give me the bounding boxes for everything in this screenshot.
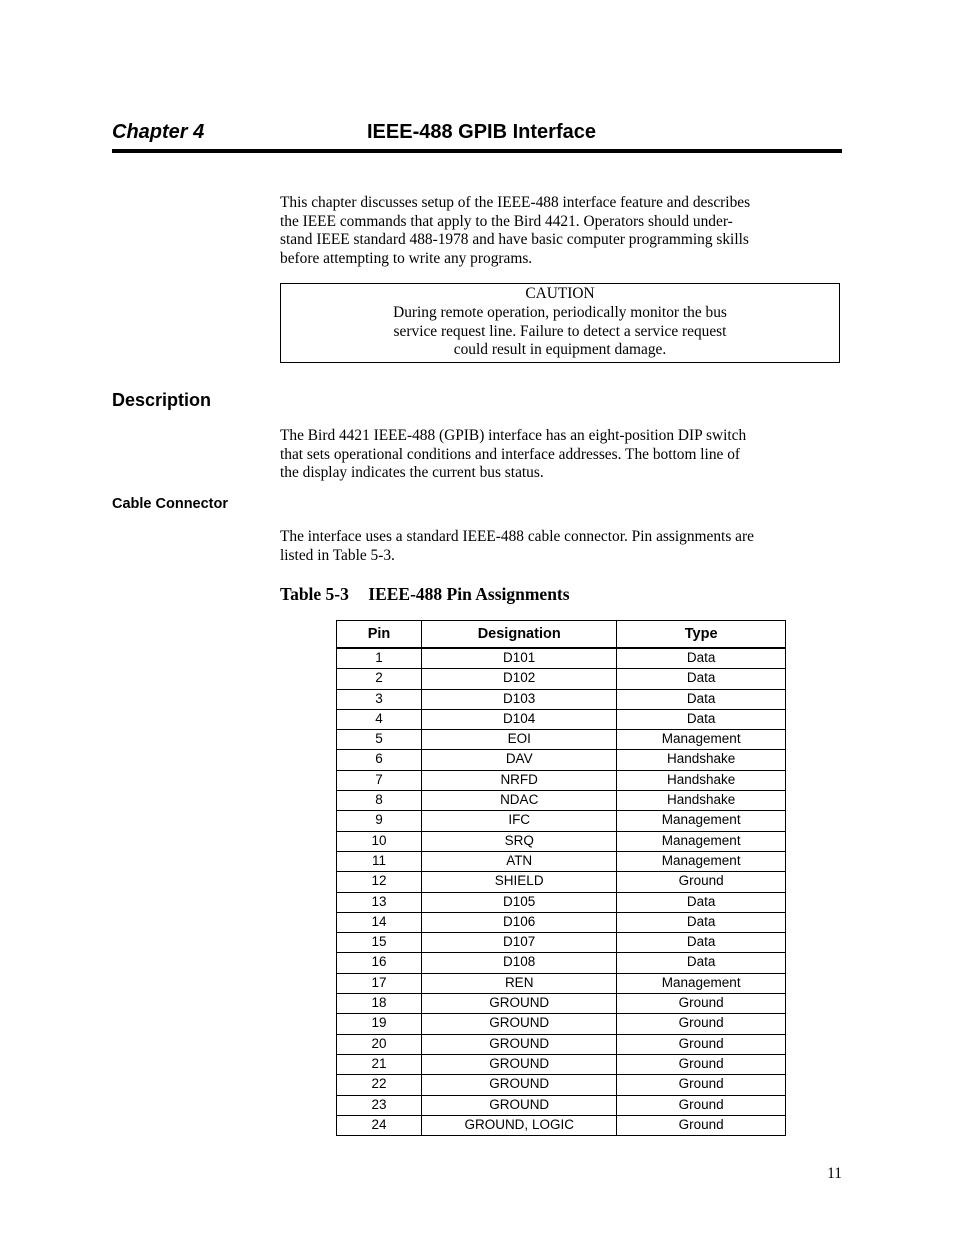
designation-cell: GROUND xyxy=(422,1054,617,1074)
designation-cell: SHIELD xyxy=(422,872,617,892)
table-row xyxy=(337,811,786,831)
type-cell: Handshake xyxy=(617,750,786,770)
designation-cell: EOI xyxy=(422,730,617,750)
type-cell: Management xyxy=(617,730,786,750)
header-pin: Pin xyxy=(337,621,422,649)
pin-cell: 6 xyxy=(337,750,422,770)
cable-connector-line: The interface uses a standard IEEE-488 cable connector. Pin assignments are xyxy=(280,528,754,545)
designation-cell: D102 xyxy=(422,669,617,689)
table-header-row xyxy=(337,621,786,649)
table-row xyxy=(337,689,786,709)
designation-cell: GROUND, LOGIC xyxy=(422,1115,617,1135)
description-paragraph xyxy=(280,427,842,483)
designation-cell: GROUND xyxy=(422,994,617,1014)
designation-cell: ATN xyxy=(422,851,617,871)
table-row xyxy=(337,892,786,912)
chapter-rule xyxy=(112,149,842,153)
type-cell: Ground xyxy=(617,1034,786,1054)
intro-line: the IEEE commands that apply to the Bird 4421. Operators should under- xyxy=(280,212,733,230)
type-cell: Ground xyxy=(617,1095,786,1115)
type-cell: Ground xyxy=(617,872,786,892)
designation-cell: D107 xyxy=(422,933,617,953)
pin-cell: 15 xyxy=(337,933,422,953)
type-cell: Data xyxy=(617,912,786,932)
pin-cell: 9 xyxy=(337,811,422,831)
pin-cell: 22 xyxy=(337,1075,422,1095)
table-row xyxy=(337,1095,786,1115)
table-caption xyxy=(280,583,570,605)
pin-cell: 19 xyxy=(337,1014,422,1034)
table-row xyxy=(337,973,786,993)
caution-title: CAUTION xyxy=(525,285,595,302)
intro-line: This chapter discusses setup of the IEEE-488 interface feature and describes xyxy=(280,194,751,211)
cable-connector-paragraph xyxy=(280,528,842,565)
pin-cell: 10 xyxy=(337,831,422,851)
pin-assignments-table xyxy=(336,620,786,1136)
table-row xyxy=(337,872,786,892)
table-row xyxy=(337,953,786,973)
designation-cell: D108 xyxy=(422,953,617,973)
cable-connector-heading: Cable Connector xyxy=(112,496,229,512)
intro-line: stand IEEE standard 488-1978 and have basic computer programming skills xyxy=(280,231,749,249)
table-row xyxy=(337,1115,786,1135)
designation-cell: SRQ xyxy=(422,831,617,851)
pin-cell: 18 xyxy=(337,994,422,1014)
type-cell: Ground xyxy=(617,1014,786,1034)
table-row xyxy=(337,1075,786,1095)
pin-cell: 20 xyxy=(337,1034,422,1054)
chapter-label: Chapter 4 xyxy=(112,121,205,143)
intro-line: before attempting to write any programs. xyxy=(280,250,533,268)
table-row xyxy=(337,1034,786,1054)
type-cell: Data xyxy=(617,669,786,689)
type-cell: Management xyxy=(617,831,786,851)
table-caption-title: IEEE-488 Pin Assignments xyxy=(368,584,570,604)
table-row xyxy=(337,994,786,1014)
table-row xyxy=(337,912,786,932)
type-cell: Ground xyxy=(617,1075,786,1095)
description-line: The Bird 4421 IEEE-488 (GPIB) interface has an eight-position DIP switch xyxy=(280,427,747,444)
designation-cell: D106 xyxy=(422,912,617,932)
designation-cell: REN xyxy=(422,973,617,993)
type-cell: Management xyxy=(617,973,786,993)
designation-cell: GROUND xyxy=(422,1014,617,1034)
header-type: Type xyxy=(617,621,786,649)
designation-cell: D105 xyxy=(422,892,617,912)
caution-line: service request line. Failure to detect a service request xyxy=(393,322,727,340)
caution-line: During remote operation, periodically monitor the bus xyxy=(393,303,727,321)
header-designation: Designation xyxy=(422,621,617,649)
type-cell: Data xyxy=(617,709,786,729)
description-line: the display indicates the current bus status. xyxy=(280,464,544,482)
chapter-title: IEEE-488 GPIB Interface xyxy=(367,121,596,143)
table-row xyxy=(337,831,786,851)
pin-cell: 16 xyxy=(337,953,422,973)
designation-cell: D101 xyxy=(422,648,617,669)
designation-cell: IFC xyxy=(422,811,617,831)
type-cell: Ground xyxy=(617,1054,786,1074)
pin-cell: 11 xyxy=(337,851,422,871)
pin-cell: 17 xyxy=(337,973,422,993)
pin-cell: 23 xyxy=(337,1095,422,1115)
type-cell: Management xyxy=(617,851,786,871)
page-number: 11 xyxy=(827,1165,842,1182)
designation-cell: D103 xyxy=(422,689,617,709)
caution-line: could result in equipment damage. xyxy=(453,341,667,359)
type-cell: Ground xyxy=(617,994,786,1014)
pin-cell: 4 xyxy=(337,709,422,729)
pin-cell: 2 xyxy=(337,669,422,689)
table-row xyxy=(337,1054,786,1074)
type-cell: Handshake xyxy=(617,791,786,811)
pin-cell: 12 xyxy=(337,872,422,892)
table-row xyxy=(337,750,786,770)
designation-cell: NDAC xyxy=(422,791,617,811)
table-row xyxy=(337,770,786,790)
pin-cell: 21 xyxy=(337,1054,422,1074)
type-cell: Data xyxy=(617,892,786,912)
pin-cell: 13 xyxy=(337,892,422,912)
pin-cell: 24 xyxy=(337,1115,422,1135)
pin-cell: 7 xyxy=(337,770,422,790)
intro-paragraph xyxy=(280,194,842,269)
designation-cell: D104 xyxy=(422,709,617,729)
type-cell: Management xyxy=(617,811,786,831)
pin-cell: 14 xyxy=(337,912,422,932)
pin-cell: 3 xyxy=(337,689,422,709)
table-row xyxy=(337,669,786,689)
type-cell: Ground xyxy=(617,1115,786,1135)
table-row xyxy=(337,933,786,953)
cable-connector-line: listed in Table 5-3. xyxy=(280,546,395,564)
description-line: that sets operational conditions and interface addresses. The bottom line of xyxy=(280,445,741,463)
designation-cell: GROUND xyxy=(422,1034,617,1054)
table-row xyxy=(337,1014,786,1034)
type-cell: Data xyxy=(617,648,786,669)
table-row xyxy=(337,648,786,669)
pin-cell: 5 xyxy=(337,730,422,750)
designation-cell: DAV xyxy=(422,750,617,770)
type-cell: Data xyxy=(617,953,786,973)
table-caption-number: Table 5-3 xyxy=(280,584,349,604)
pin-cell: 1 xyxy=(337,648,422,669)
caution-box xyxy=(280,283,840,363)
type-cell: Data xyxy=(617,933,786,953)
type-cell: Handshake xyxy=(617,770,786,790)
designation-cell: NRFD xyxy=(422,770,617,790)
type-cell: Data xyxy=(617,689,786,709)
pin-cell: 8 xyxy=(337,791,422,811)
table-row xyxy=(337,791,786,811)
description-heading: Description xyxy=(112,390,212,410)
table-body xyxy=(337,648,786,1136)
table-row xyxy=(337,709,786,729)
table-row xyxy=(337,851,786,871)
designation-cell: GROUND xyxy=(422,1075,617,1095)
table-row xyxy=(337,730,786,750)
designation-cell: GROUND xyxy=(422,1095,617,1115)
